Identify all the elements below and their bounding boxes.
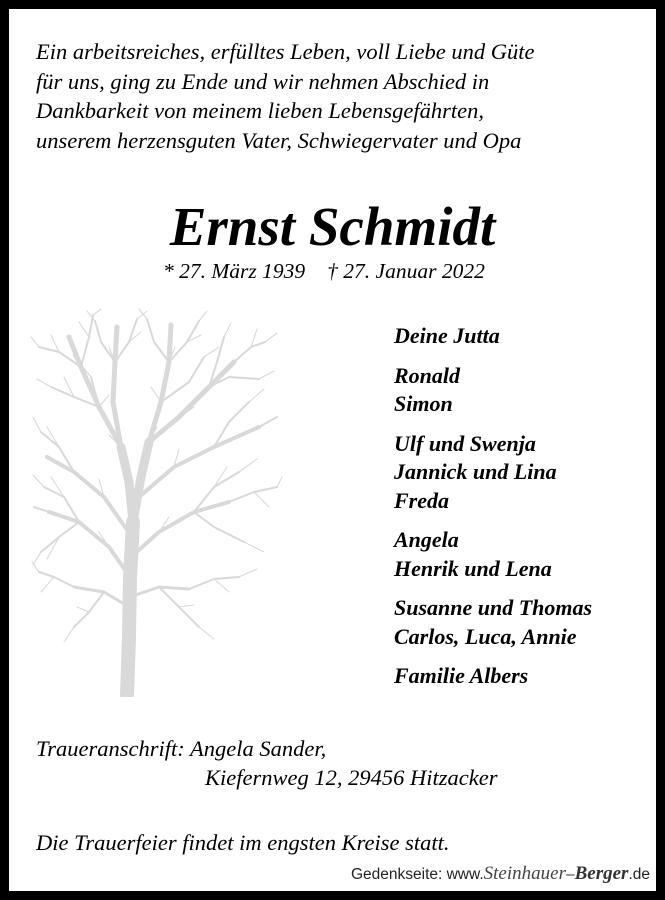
- mourner-name: Jannick und Lina: [394, 459, 557, 484]
- intro-line: Dankbarkeit von meinem lieben Lebensgefährten,: [36, 98, 485, 123]
- intro-line: Ein arbeitsreiches, erfülltes Leben, voll Liebe und Güte: [36, 39, 535, 64]
- mourner-group: [394, 322, 649, 351]
- intro-line: unserem herzensguten Vater, Schwiegervater und Opa: [36, 127, 522, 153]
- mourner-name: Simon: [394, 391, 453, 416]
- mourner-name: Familie Albers: [394, 663, 529, 688]
- mourners-list: [394, 322, 649, 702]
- mourner-name: Deine Jutta: [394, 323, 500, 348]
- obituary-notice: [9, 9, 656, 891]
- birth-date: * 27. März 1939: [163, 259, 306, 283]
- mourner-name: Ronald: [394, 362, 461, 388]
- intro-text: [36, 37, 646, 155]
- mourner-group: [394, 662, 649, 691]
- logo-part-steinhauer: Steinhauer: [483, 863, 566, 884]
- mourner-name: Henrik und Lena: [394, 555, 552, 581]
- mourning-address: [36, 734, 497, 792]
- tree-silhouette-icon: [29, 307, 284, 697]
- mourner-group: [394, 362, 649, 419]
- deceased-name: Ernst Schmidt: [169, 196, 496, 257]
- mourner-group: [394, 594, 649, 651]
- address-line: Traueranschrift: Angela Sander,: [36, 736, 327, 761]
- mourner-name: Angela: [394, 527, 459, 552]
- memorial-page-link[interactable]: [351, 863, 650, 886]
- mourner-group: [394, 430, 649, 516]
- footer-suffix: .de: [628, 866, 650, 883]
- life-dates: [163, 258, 485, 284]
- footer-prefix: Gedenkseite: www.: [350, 866, 484, 883]
- death-date: † 27. Januar 2022: [327, 259, 485, 283]
- mourner-name: Freda: [394, 487, 449, 513]
- mourner-name: Susanne und Thomas: [394, 595, 593, 620]
- address-street: Kiefernweg 12, 29456 Hitzacker: [205, 765, 498, 790]
- logo-part-berger: Berger: [574, 863, 629, 884]
- ceremony-note: Die Trauerfeier findet im engsten Kreise statt.: [36, 830, 450, 855]
- mourner-name: Ulf und Swenja: [394, 430, 536, 456]
- mourner-name: Carlos, Luca, Annie: [394, 623, 577, 649]
- logo-dash: –: [565, 866, 575, 883]
- intro-line: für uns, ging zu Ende und wir nehmen Abschied in: [36, 68, 490, 94]
- mourner-group: [394, 526, 649, 583]
